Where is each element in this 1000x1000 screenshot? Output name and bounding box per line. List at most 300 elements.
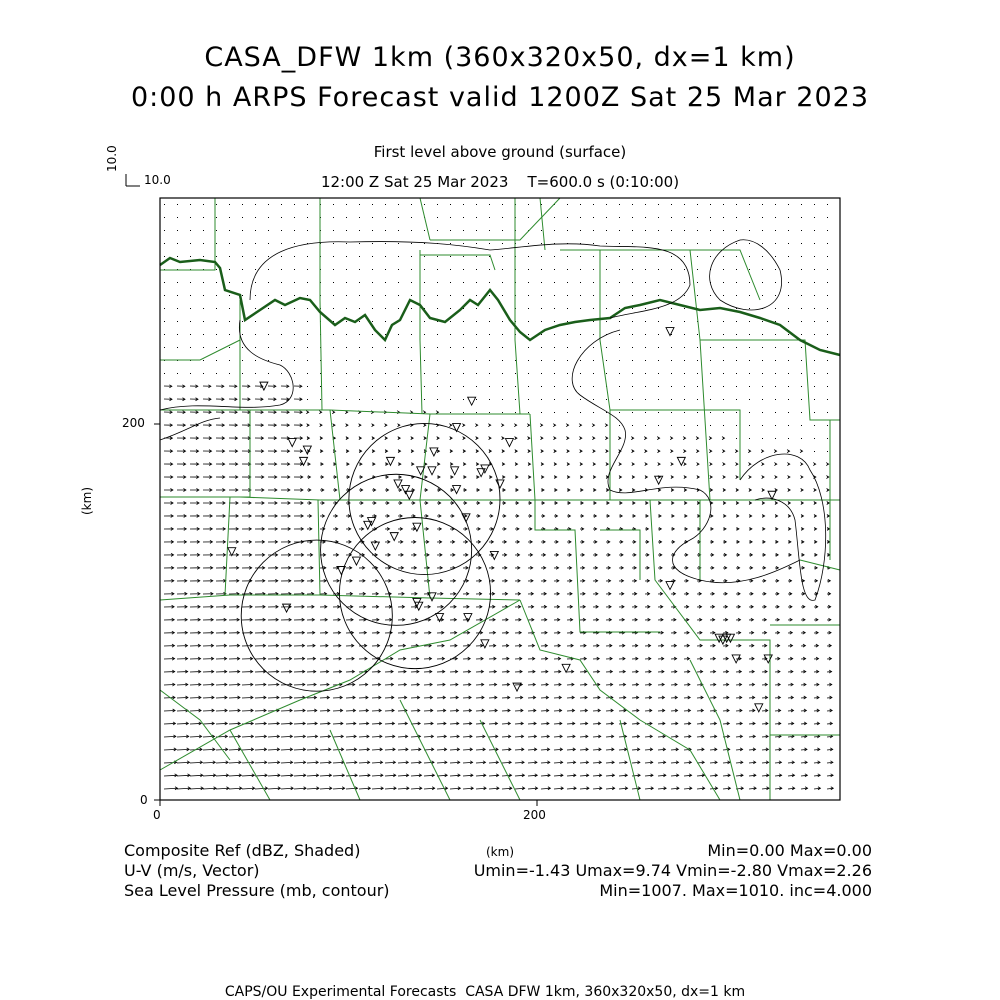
- wind-vector: [788, 657, 793, 660]
- wind-vector: [606, 256, 607, 257]
- wind-vector: [541, 566, 546, 569]
- wind-vector: [385, 476, 388, 479]
- wind-vector: [801, 527, 804, 530]
- wind-vector: [658, 566, 662, 569]
- wind-vector: [320, 748, 331, 751]
- wind-vector: [762, 514, 765, 517]
- wind-vector: [489, 347, 490, 348]
- wind-vector: [177, 450, 186, 453]
- wind-vector: [723, 631, 728, 634]
- wind-vector: [424, 501, 428, 504]
- wind-vector: [619, 204, 620, 205]
- wind-vector: [775, 321, 776, 322]
- station-marker: [453, 486, 461, 494]
- wind-vector: [670, 437, 673, 440]
- wind-vector: [580, 735, 588, 738]
- wind-vector: [502, 269, 503, 270]
- wind-vector: [437, 527, 441, 530]
- wind-vector: [762, 592, 766, 595]
- wind-vector: [671, 373, 672, 374]
- wind-vector: [281, 463, 290, 466]
- wind-vector: [541, 463, 544, 466]
- wind-vector: [775, 748, 781, 751]
- wind-vector: [229, 644, 239, 647]
- wind-vector: [749, 282, 750, 283]
- wind-vector: [463, 463, 466, 466]
- wind-vector: [697, 657, 702, 660]
- wind-vector: [437, 295, 438, 296]
- wind-vector: [658, 657, 664, 660]
- wind-vector: [775, 787, 782, 790]
- wind-vector: [787, 463, 790, 466]
- wind-vector: [398, 295, 399, 296]
- wind-vector: [619, 256, 620, 257]
- wind-vector: [203, 347, 204, 348]
- wind-vector: [801, 709, 806, 712]
- wind-vector: [541, 347, 542, 348]
- wind-vector: [671, 774, 679, 777]
- wind-vector: [437, 761, 447, 764]
- wind-vector: [476, 450, 479, 453]
- wind-vector: [385, 696, 394, 699]
- wind-vector: [606, 761, 614, 764]
- wind-vector: [553, 437, 556, 440]
- wind-vector: [450, 709, 459, 712]
- wind-vector: [385, 514, 389, 517]
- wind-vector: [736, 217, 737, 218]
- wind-vector: [788, 709, 794, 712]
- wind-vector: [814, 256, 815, 257]
- wind-vector: [606, 579, 611, 582]
- wind-vector: [554, 670, 561, 673]
- wind-vector: [580, 399, 581, 400]
- wind-vector: [632, 540, 636, 543]
- wind-vector: [801, 514, 804, 517]
- wind-vector: [476, 696, 484, 699]
- wind-vector: [736, 553, 739, 556]
- wind-vector: [476, 761, 485, 764]
- wind-vector: [541, 399, 542, 400]
- wind-vector: [450, 644, 457, 647]
- wind-vector: [216, 373, 217, 374]
- wind-vector: [255, 256, 256, 257]
- wind-vector: [788, 592, 792, 595]
- wind-vector: [255, 347, 256, 348]
- wind-vector: [723, 592, 727, 595]
- wind-vector: [684, 579, 688, 582]
- wind-vector: [229, 347, 230, 348]
- wind-vector: [294, 489, 303, 492]
- wind-vector: [762, 527, 765, 530]
- wind-vector: [190, 347, 191, 348]
- wind-vector: [255, 463, 264, 466]
- wind-vector: [788, 243, 789, 244]
- wind-vector: [814, 282, 815, 283]
- x-tick-0: 0: [153, 808, 161, 822]
- wind-vector: [268, 527, 277, 530]
- wind-vector: [398, 256, 399, 257]
- wind-vector: [593, 501, 596, 504]
- wind-vector: [749, 774, 756, 777]
- wind-vector: [346, 735, 356, 738]
- wind-vector: [203, 644, 213, 647]
- wind-vector: [697, 386, 698, 387]
- wind-vector: [346, 644, 354, 647]
- wind-vector: [567, 774, 576, 777]
- wind-vector: [489, 748, 498, 751]
- wind-vector: [332, 411, 335, 414]
- wind-vector: [762, 282, 763, 283]
- wind-vector: [255, 501, 264, 504]
- wind-vector: [307, 282, 308, 283]
- wind-vector: [696, 437, 699, 440]
- wind-vector: [827, 204, 828, 205]
- wind-vector: [658, 540, 662, 543]
- wind-vector: [333, 373, 334, 374]
- wind-vector: [372, 308, 373, 309]
- wind-vector: [268, 618, 278, 621]
- wind-vector: [242, 256, 243, 257]
- wind-vector: [359, 735, 369, 738]
- wind-vector: [463, 527, 467, 530]
- wind-vector: [606, 269, 607, 270]
- wind-vector: [619, 592, 624, 595]
- wind-vector: [346, 243, 347, 244]
- wind-vector: [749, 540, 752, 543]
- wind-vector: [203, 450, 212, 453]
- wind-vector: [632, 321, 633, 322]
- wind-vector: [632, 243, 633, 244]
- wind-vector: [502, 243, 503, 244]
- wind-vector: [593, 514, 596, 517]
- wind-vector: [372, 696, 381, 699]
- wind-vector: [762, 399, 763, 400]
- wind-vector: [216, 360, 217, 361]
- wind-vector: [658, 774, 666, 777]
- wind-vector: [398, 787, 409, 790]
- radar-ring-0: [349, 423, 500, 574]
- wind-vector: [657, 450, 660, 453]
- wind-vector: [319, 411, 322, 414]
- wind-vector: [320, 463, 323, 466]
- wind-vector: [502, 489, 505, 492]
- wind-vector: [450, 360, 451, 361]
- wind-vector: [177, 761, 190, 764]
- wind-vector: [801, 540, 804, 543]
- wind-vector: [476, 709, 484, 712]
- wind-vector: [619, 399, 620, 400]
- wind-vector: [502, 592, 507, 595]
- wind-vector: [580, 748, 588, 751]
- wind-vector: [216, 579, 226, 582]
- wind-vector: [528, 347, 529, 348]
- wind-vector: [788, 540, 791, 543]
- wind-vector: [567, 761, 576, 764]
- wind-vector: [177, 748, 189, 751]
- wind-vector: [619, 605, 624, 608]
- wind-vector: [294, 385, 302, 388]
- wind-vector: [775, 334, 776, 335]
- wind-vector: [528, 476, 531, 479]
- wind-vector: [658, 592, 663, 595]
- wind-vector: [320, 605, 327, 608]
- wind-vector: [476, 282, 477, 283]
- wind-vector: [684, 657, 690, 660]
- wind-vector: [372, 450, 375, 453]
- wind-vector: [554, 540, 558, 543]
- wind-vector: [827, 451, 828, 452]
- wind-vector: [684, 631, 689, 634]
- wind-vector: [359, 592, 365, 595]
- wind-vector: [606, 787, 615, 790]
- wind-vector: [385, 670, 393, 673]
- wind-vector: [203, 709, 214, 712]
- wind-vector: [190, 618, 200, 621]
- wind-vector: [177, 722, 188, 725]
- wind-vector: [476, 243, 477, 244]
- wind-vector: [502, 321, 503, 322]
- wind-vector: [333, 424, 336, 427]
- wind-vector: [463, 295, 464, 296]
- wind-vector: [814, 412, 815, 413]
- wind-vector: [437, 696, 445, 699]
- wind-vector: [788, 230, 789, 231]
- wind-vector: [814, 644, 818, 647]
- wind-vector: [515, 722, 523, 725]
- wind-vector: [359, 269, 360, 270]
- wind-vector: [580, 553, 584, 556]
- wind-vector: [671, 360, 672, 361]
- wind-vector: [528, 282, 529, 283]
- wind-vector: [359, 774, 370, 777]
- legend-ref-range: Min=0.00 Max=0.00: [707, 841, 872, 860]
- wind-vector: [294, 618, 304, 621]
- wind-vector: [801, 347, 802, 348]
- wind-vector: [827, 579, 830, 582]
- wind-vector: [294, 605, 304, 608]
- wind-vector: [216, 295, 217, 296]
- wind-vector: [827, 631, 831, 634]
- wind-vector: [281, 696, 292, 699]
- wind-vector: [229, 709, 240, 712]
- wind-vector: [450, 243, 451, 244]
- wind-vector: [398, 489, 402, 492]
- wind-vector: [359, 437, 362, 440]
- wind-vector: [450, 386, 451, 387]
- wind-vector: [385, 722, 394, 725]
- wind-vector: [580, 618, 586, 621]
- wind-vector: [762, 709, 768, 712]
- wind-vector: [489, 618, 495, 621]
- wind-vector: [736, 360, 737, 361]
- wind-vector: [619, 334, 620, 335]
- wind-vector: [541, 450, 544, 453]
- wind-vector: [502, 399, 503, 400]
- wind-vector: [671, 631, 676, 634]
- wind-vector: [268, 450, 277, 453]
- wind-vector: [489, 321, 490, 322]
- wind-vector: [671, 282, 672, 283]
- wind-vector: [541, 709, 549, 712]
- wind-vector: [541, 489, 544, 492]
- wind-vector: [190, 321, 191, 322]
- wind-vector: [463, 450, 466, 453]
- wind-vector: [242, 605, 252, 608]
- wind-vector: [255, 295, 256, 296]
- wind-vector: [527, 424, 530, 427]
- wind-vector: [696, 450, 699, 453]
- wind-vector: [723, 683, 729, 686]
- wind-vector: [671, 321, 672, 322]
- wind-vector: [580, 501, 583, 504]
- wind-vector: [268, 514, 277, 517]
- wind-vector: [346, 657, 354, 660]
- wind-vector: [268, 489, 277, 492]
- wind-vector: [606, 605, 611, 608]
- wind-vector: [723, 204, 724, 205]
- station-marker: [364, 521, 372, 529]
- wind-vector: [216, 450, 225, 453]
- wind-vector: [658, 644, 663, 647]
- wind-vector: [372, 360, 373, 361]
- wind-vector: [372, 269, 373, 270]
- wind-vector: [216, 514, 225, 517]
- wind-vector: [281, 489, 290, 492]
- wind-vector: [385, 217, 386, 218]
- wind-vector: [346, 566, 352, 569]
- wind-vector: [463, 243, 464, 244]
- wind-vector: [515, 735, 524, 738]
- wind-vector: [229, 761, 241, 764]
- legend-slp: Sea Level Pressure (mb, contour): [124, 881, 390, 900]
- wind-vector: [294, 476, 303, 479]
- wind-vector: [606, 321, 607, 322]
- wind-vector: [359, 308, 360, 309]
- wind-vector: [749, 373, 750, 374]
- wind-vector: [307, 489, 311, 492]
- wind-vector: [320, 683, 329, 686]
- wind-vector: [567, 360, 568, 361]
- wind-vector: [320, 501, 324, 504]
- wind-vector: [567, 592, 572, 595]
- wind-vector: [216, 540, 225, 543]
- wind-vector: [775, 295, 776, 296]
- wind-vector: [164, 373, 165, 374]
- wind-vector: [424, 230, 425, 231]
- wind-vector: [411, 540, 416, 543]
- wind-vector: [424, 735, 433, 738]
- wind-vector: [657, 437, 660, 440]
- wind-vector: [735, 450, 738, 453]
- wind-vector: [281, 385, 289, 388]
- wind-vector: [489, 527, 493, 530]
- wind-vector: [554, 463, 557, 466]
- wind-vector: [554, 748, 562, 751]
- wind-vector: [515, 592, 520, 595]
- wind-vector: [697, 412, 698, 413]
- wind-vector: [242, 735, 253, 738]
- wind-vector: [359, 514, 363, 517]
- wind-vector: [268, 230, 269, 231]
- wind-vector: [294, 308, 295, 309]
- wind-vector: [398, 399, 399, 400]
- wind-vector: [554, 774, 563, 777]
- wind-vector: [814, 243, 815, 244]
- wind-vector: [554, 269, 555, 270]
- wind-vector: [281, 566, 291, 569]
- wind-vector: [320, 670, 329, 673]
- wind-vector: [671, 527, 674, 530]
- wind-vector: [437, 644, 444, 647]
- wind-vector: [294, 230, 295, 231]
- wind-vector: [320, 399, 321, 400]
- wind-vector: [827, 347, 828, 348]
- wind-vector: [190, 282, 191, 283]
- wind-vector: [424, 476, 427, 479]
- wind-vector: [567, 566, 572, 569]
- wind-vector: [242, 334, 243, 335]
- wind-vector: [606, 489, 609, 492]
- wind-vector: [502, 696, 510, 699]
- wind-vector: [567, 709, 574, 712]
- wind-vector: [528, 463, 531, 466]
- wind-vector: [632, 566, 636, 569]
- wind-vector: [606, 230, 607, 231]
- wind-vector: [775, 204, 776, 205]
- wind-vector: [411, 657, 419, 660]
- wind-vector: [580, 386, 581, 387]
- wind-vector: [359, 787, 370, 790]
- y-tick-0: 0: [140, 793, 148, 807]
- wind-vector: [749, 709, 755, 712]
- wind-vector: [697, 592, 701, 595]
- wind-vector: [619, 514, 622, 517]
- wind-vector: [827, 709, 832, 712]
- wind-vector: [515, 527, 519, 530]
- wind-vector: [645, 373, 646, 374]
- wind-vector: [281, 540, 290, 543]
- wind-vector: [554, 735, 562, 738]
- wind-vector: [697, 295, 698, 296]
- wind-vector: [658, 670, 664, 673]
- wind-vector: [710, 360, 711, 361]
- wind-vector: [658, 230, 659, 231]
- wind-vector: [502, 657, 509, 660]
- wind-vector: [684, 476, 687, 479]
- wind-vector: [502, 450, 505, 453]
- wind-vector: [229, 514, 238, 517]
- wind-vector: [489, 644, 496, 647]
- wind-vector: [502, 748, 511, 751]
- wind-vector: [398, 360, 399, 361]
- wind-vector: [631, 450, 634, 453]
- wind-vector: [489, 540, 493, 543]
- wind-vector: [775, 373, 776, 374]
- legend-uv: U-V (m/s, Vector): [124, 861, 260, 880]
- wind-vector: [749, 735, 755, 738]
- wind-vector: [762, 438, 763, 439]
- wind-vector: [605, 424, 608, 427]
- wind-vector: [723, 489, 726, 492]
- wind-vector: [177, 282, 178, 283]
- wind-vector: [476, 670, 483, 673]
- wind-vector: [645, 399, 646, 400]
- wind-vector: [177, 618, 187, 621]
- wind-vector: [723, 722, 729, 725]
- wind-vector: [346, 230, 347, 231]
- wind-vector: [606, 592, 611, 595]
- station-marker: [505, 439, 513, 447]
